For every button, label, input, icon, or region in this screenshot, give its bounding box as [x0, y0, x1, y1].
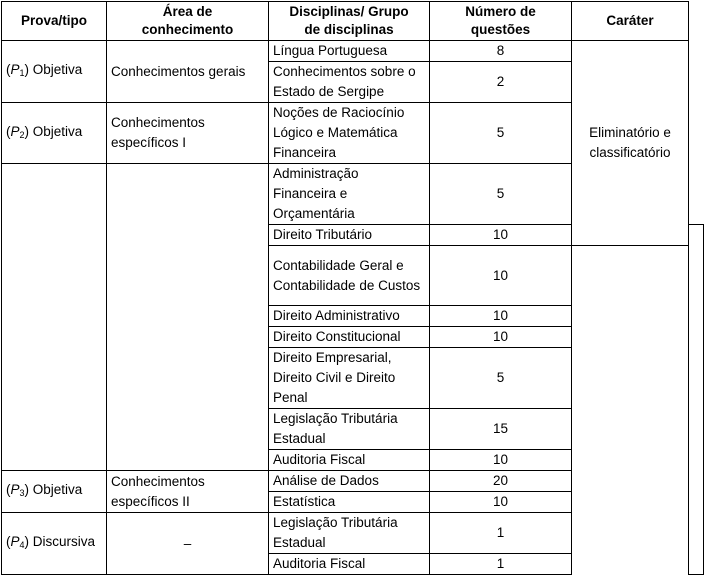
- disciplina-cell: Auditoria Fiscal: [269, 554, 430, 575]
- questoes-cell: 5: [430, 103, 572, 164]
- area-cell: Conhecimentos específicos II: [107, 471, 269, 513]
- prova-cell-empty: [2, 164, 107, 471]
- prova-index: 3: [19, 488, 25, 498]
- prova-type: Objetiva: [32, 62, 83, 77]
- table-row: [2, 41, 704, 62]
- questoes-cell: 10: [430, 225, 572, 246]
- carater-cell-empty: [689, 225, 704, 575]
- disciplina-cell: Direito Tributário: [269, 225, 430, 246]
- header-carater: Caráter: [572, 2, 689, 41]
- questoes-cell: 10: [430, 246, 572, 306]
- disciplina-cell: Administração Financeira e Orçamentária: [269, 164, 430, 225]
- header-prova: Prova/tipo: [2, 2, 107, 41]
- prova-index: 4: [19, 540, 25, 550]
- prova-type: Objetiva: [32, 482, 83, 497]
- questoes-cell: 15: [430, 409, 572, 450]
- disciplina-cell: Estatística: [269, 492, 430, 513]
- disciplina-cell: Legislação Tributária Estadual: [269, 513, 430, 554]
- header-numero: [430, 2, 572, 41]
- questoes-cell: 1: [430, 554, 572, 575]
- prova-letter: P: [10, 62, 20, 77]
- prova-index: 2: [19, 129, 25, 140]
- exam-structure-table: [1, 1, 704, 575]
- prova-letter: P: [10, 534, 20, 549]
- disciplina-cell: Direito Constitucional: [269, 327, 430, 348]
- area-cell: Conhecimentos gerais: [107, 41, 269, 103]
- prova-cell-p3: $(P_3)$ Objetiva: [2, 471, 107, 513]
- prova-cell-p1: $(P_1)$ Objetiva: [2, 41, 107, 103]
- table-row: [2, 513, 704, 554]
- questoes-cell: 10: [430, 450, 572, 471]
- prova-index: 1: [19, 68, 25, 78]
- questoes-cell: 10: [430, 492, 572, 513]
- disciplina-cell: Noções de Raciocínio Lógico e Matemática Financeira: [269, 103, 430, 164]
- prova-letter: P: [10, 482, 20, 497]
- questoes-cell: 8: [430, 41, 572, 62]
- table-row: [2, 471, 704, 492]
- prova-type: Objetiva: [32, 123, 83, 139]
- prova-type: Discursiva: [32, 534, 96, 549]
- disciplina-cell: Conhecimentos sobre o Estado de Sergipe: [269, 62, 430, 103]
- questoes-cell: 5: [430, 348, 572, 409]
- area-cell: Conhecimentos específicos I: [107, 103, 269, 164]
- disciplina-cell: Auditoria Fiscal: [269, 450, 430, 471]
- area-cell-empty: [107, 164, 269, 471]
- prova-cell-p2: $(P_2)$ Objetiva: [2, 103, 107, 164]
- header-area-text: Área de conhecimento: [141, 4, 234, 37]
- header-disciplinas: [269, 2, 430, 41]
- questoes-cell: 10: [430, 306, 572, 327]
- prova-cell-p4: $(P_4)$ Discursiva: [2, 513, 107, 575]
- questoes-cell: 10: [430, 327, 572, 348]
- header-row: [2, 2, 704, 41]
- prova-letter: P: [10, 123, 20, 139]
- questoes-cell: 20: [430, 471, 572, 492]
- disciplina-cell: Direito Empresarial, Direito Civil e Direito Penal: [269, 348, 430, 409]
- questoes-cell: 5: [430, 164, 572, 225]
- disciplina-cell: Análise de Dados: [269, 471, 430, 492]
- questoes-cell: 1: [430, 513, 572, 554]
- disciplina-cell: Contabilidade Geral e Contabilidade de Custos: [269, 246, 430, 306]
- disciplina-cell: Direito Administrativo: [269, 306, 430, 327]
- questoes-cell: 2: [430, 62, 572, 103]
- header-area: [107, 2, 269, 41]
- header-disciplinas-text: Disciplinas/ Grupo de disciplinas: [289, 4, 409, 37]
- disciplina-cell: Língua Portuguesa: [269, 41, 430, 62]
- disciplina-cell: Legislação Tributária Estadual: [269, 409, 430, 450]
- header-numero-text: Número de questões: [465, 4, 536, 37]
- carater-cell: [572, 41, 689, 246]
- area-cell: –: [107, 513, 269, 575]
- carater-text: Eliminatório e classificatório: [589, 125, 671, 160]
